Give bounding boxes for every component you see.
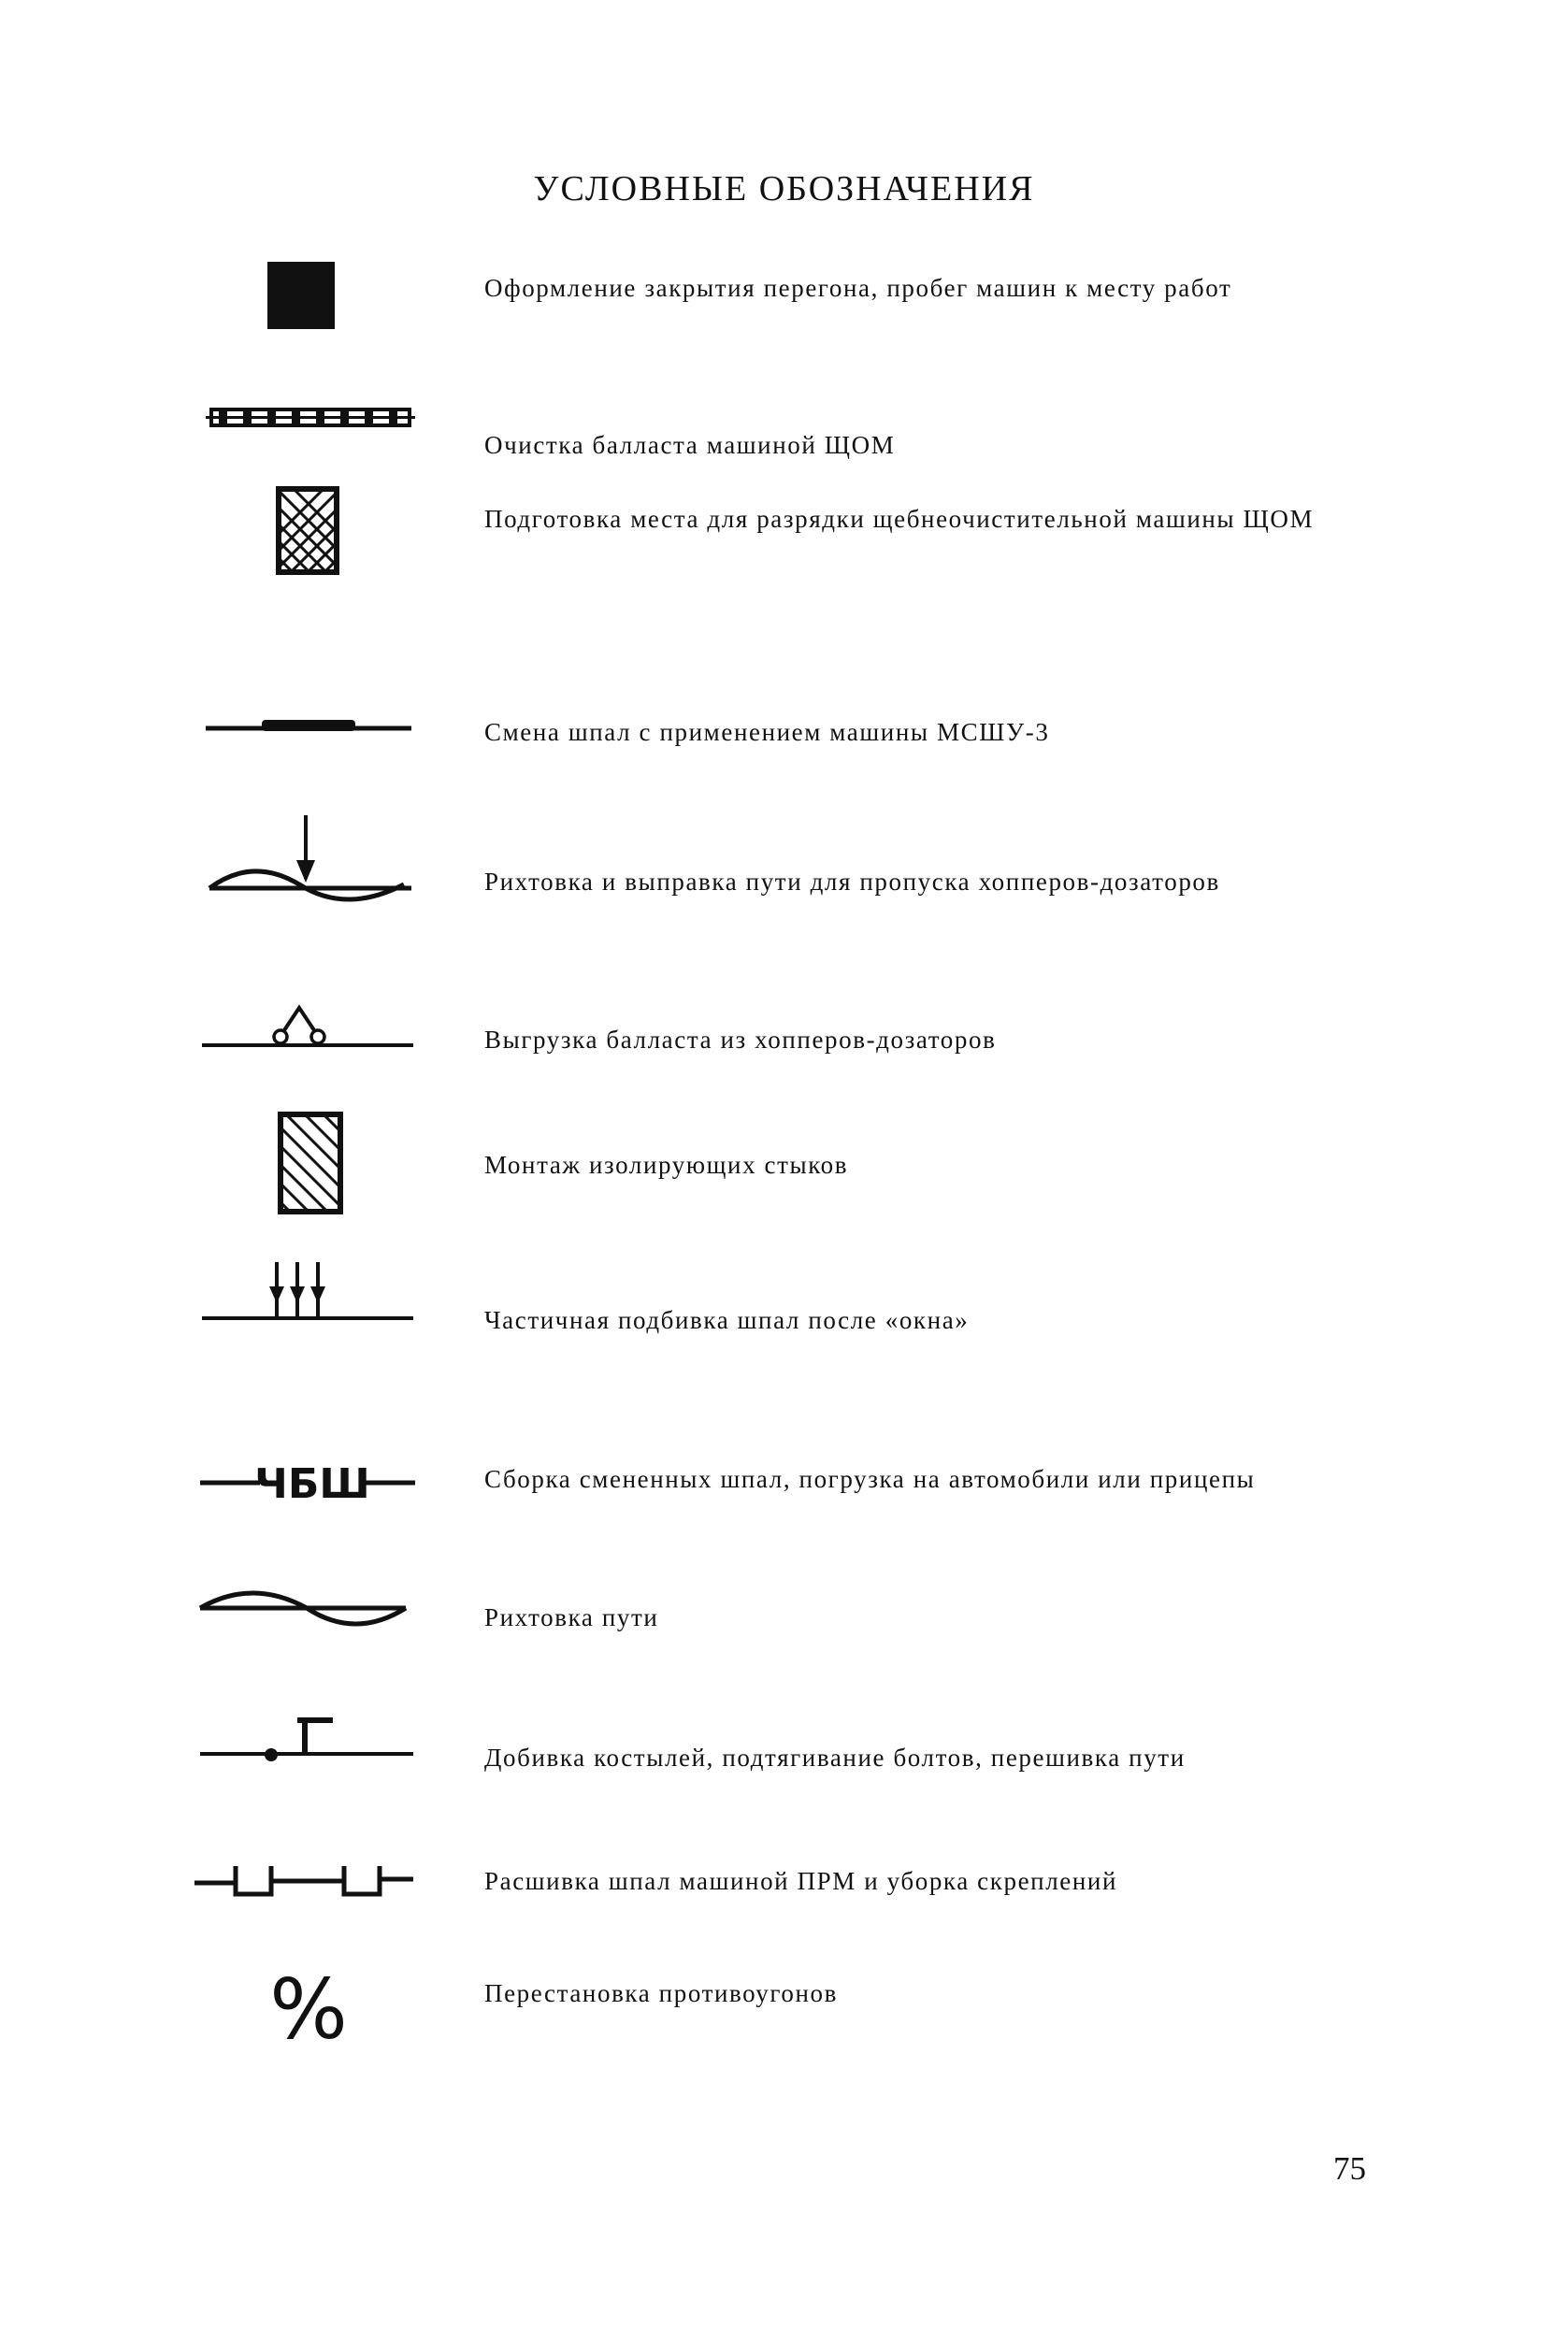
percent-icon — [187, 1963, 430, 2057]
legend-text-anticreepers: Перестановка противоугонов — [484, 1979, 838, 2007]
legend-text-unloading-place: Подготовка места для разрядки щебнеочистительной машины ЩОМ — [484, 505, 1315, 533]
triple-arrow-icon — [187, 1260, 430, 1326]
legend-text-ballast-cleaning: Очистка балласта машиной ЩОМ — [484, 431, 896, 459]
hatched-rectangle-icon — [187, 1109, 430, 1221]
legend-text-spike-driving: Добивка костылей, подтягивание болтов, перешивка пути — [484, 1744, 1186, 1772]
legend-text-straightening-hoppers: Рихтовка и выправка пути для пропуска хопперов-дозаторов — [484, 868, 1220, 896]
crosshatched-rectangle-icon — [187, 484, 430, 578]
legend-text-closure: Оформление закрытия перегона, пробег машин к месту работ — [484, 274, 1232, 302]
percent-symbol: % — [269, 1961, 348, 2058]
legend-text-ballast-unloading: Выгрузка балласта из хопперов-дозаторов — [484, 1026, 997, 1054]
legend-text-sleeper-change: Смена шпал с применением машины МСШУ-3 — [484, 718, 1050, 746]
page-number: 75 — [1333, 2150, 1366, 2187]
symbol-label: ЧБШ — [254, 1460, 370, 1507]
notched-line-icon — [187, 1860, 430, 1907]
legend-text-insulating-joints: Монтаж изолирующих стыков — [484, 1151, 849, 1179]
wave-with-arrow-icon — [187, 813, 430, 907]
legend-text-sleeper-collection: Сборка смененных шпал, погрузка на автомобили или прицепы — [484, 1465, 1256, 1493]
page-title: УСЛОВНЫЕ ОБОЗНАЧЕНИЯ — [533, 169, 1035, 208]
hopper-unloading-icon — [187, 1000, 430, 1056]
legend-text-partial-tamping: Частичная подбивка шпал после «окна» — [484, 1306, 970, 1334]
legend-text-unfastening: Расшивка шпал машиной ПРМ и уборка скреплений — [484, 1867, 1118, 1895]
filled-square-icon — [187, 260, 430, 335]
spike-hook-icon — [187, 1711, 430, 1767]
thick-line-segment-icon — [187, 712, 430, 740]
wave-icon — [187, 1580, 430, 1645]
ladder-track-icon — [187, 404, 430, 441]
label-line-icon — [187, 1451, 430, 1507]
legend-text-straightening: Рихтовка пути — [484, 1603, 659, 1631]
